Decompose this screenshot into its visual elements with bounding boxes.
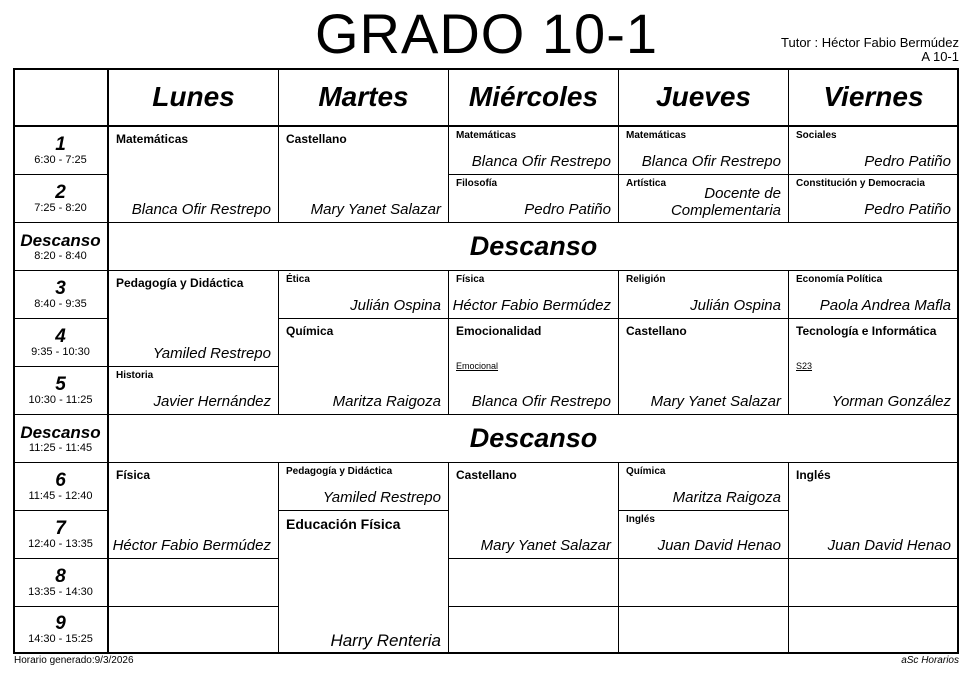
period-time: 11:45 - 12:40: [28, 489, 93, 502]
brand-label: aSc Horarios: [901, 655, 959, 666]
period-number: 2: [55, 181, 66, 203]
teacher-label: Yamiled Restrepo: [322, 489, 441, 506]
period-time: 14:30 - 15:25: [28, 633, 93, 645]
empty-cell: [788, 558, 959, 607]
teacher-label: Pedro Patiño: [524, 201, 611, 218]
class-cell[interactable]: [618, 270, 789, 319]
class-cell[interactable]: [278, 318, 449, 415]
class-cell[interactable]: [108, 366, 279, 415]
class-cell[interactable]: [788, 174, 959, 223]
class-cell[interactable]: [788, 318, 959, 415]
teacher-label: Blanca Ofir Restrepo: [471, 393, 611, 410]
period-number: 9: [55, 613, 66, 634]
subject-label: Religión: [626, 274, 666, 285]
subject-label: Artística: [626, 178, 667, 189]
teacher-label: Juan David Henao: [657, 537, 781, 554]
empty-cell: [788, 606, 959, 654]
period-6: [13, 462, 109, 511]
teacher-label: Julián Ospina: [350, 297, 441, 314]
class-cell[interactable]: [278, 126, 449, 223]
period-time: 12:40 - 13:35: [28, 537, 93, 550]
empty-cell: [618, 606, 789, 654]
class-cell[interactable]: [108, 126, 279, 223]
period-time: 10:30 - 11:25: [28, 393, 93, 406]
empty-cell: [448, 606, 619, 654]
teacher-label: Blanca Ofir Restrepo: [131, 201, 271, 218]
subject-label: Química: [286, 324, 334, 338]
break-label: Descanso: [20, 422, 101, 442]
teacher-label: Blanca Ofir Restrepo: [471, 153, 611, 170]
subject-label: Ética: [286, 274, 310, 285]
period-9: [13, 606, 109, 654]
subject-label: Matemáticas: [456, 130, 517, 141]
empty-cell: [618, 558, 789, 607]
generated-date: Horario generado:9/3/2026: [14, 655, 134, 666]
period-number: 3: [55, 277, 66, 299]
empty-cell: [448, 558, 619, 607]
class-cell[interactable]: [448, 318, 619, 415]
period-number: 1: [55, 133, 66, 155]
class-cell[interactable]: [618, 126, 789, 175]
subject-label: Inglés: [626, 514, 655, 525]
class-cell[interactable]: [618, 462, 789, 511]
period-number: 7: [55, 517, 66, 539]
day-header-miercoles: Miércoles: [448, 68, 619, 127]
break-bar-1: Descanso: [108, 222, 959, 271]
class-cell[interactable]: [448, 270, 619, 319]
period-time: 13:35 - 14:30: [28, 585, 93, 598]
subject-label: Matemáticas: [626, 130, 687, 141]
subject-label: Pedagogía y Didáctica: [116, 276, 244, 290]
tutor-info: [781, 36, 959, 64]
period-8: [13, 558, 109, 607]
teacher-line-2: Complementaria: [670, 202, 781, 219]
class-cell[interactable]: [788, 270, 959, 319]
break-1-label: [13, 222, 109, 271]
class-cell[interactable]: [618, 174, 789, 223]
teacher-label: Blanca Ofir Restrepo: [641, 153, 781, 170]
teacher-label: Héctor Fabio Bermúdez: [112, 537, 271, 554]
room-link[interactable]: S23: [796, 361, 813, 371]
empty-cell: [108, 558, 279, 607]
subject-label: Sociales: [796, 130, 837, 141]
day-header-lunes: Lunes: [108, 68, 279, 127]
teacher-label: Yamiled Restrepo: [152, 345, 271, 362]
teacher-label: Mary Yanet Salazar: [650, 393, 781, 410]
subject-label: Química: [626, 466, 666, 477]
room-code: A 10-1: [921, 49, 959, 64]
teacher-label: Mary Yanet Salazar: [310, 201, 441, 218]
period-7: [13, 510, 109, 559]
day-header-martes: Martes: [278, 68, 449, 127]
class-cell[interactable]: [278, 510, 449, 654]
day-header-viernes: Viernes: [788, 68, 959, 127]
class-cell[interactable]: [788, 126, 959, 175]
teacher-label: Pedro Patiño: [864, 201, 951, 218]
period-1: [13, 126, 109, 175]
subject-label: Física: [116, 468, 151, 482]
teacher-label: Julián Ospina: [690, 297, 781, 314]
subject-label: Educación Física: [286, 516, 401, 532]
corner-cell: [13, 68, 109, 127]
period-time: 6:30 - 7:25: [34, 153, 87, 166]
room-link[interactable]: Emocional: [456, 361, 499, 371]
period-2: [13, 174, 109, 223]
teacher-label: Héctor Fabio Bermúdez: [452, 297, 611, 314]
period-time: 11:25 - 11:45: [28, 441, 93, 454]
subject-label: Economía Política: [796, 274, 883, 285]
subject-label: Castellano: [456, 468, 517, 482]
period-time: 8:20 - 8:40: [34, 249, 87, 262]
class-cell[interactable]: [278, 270, 449, 319]
teacher-label: Juan David Henao: [827, 537, 951, 554]
subject-label: Inglés: [796, 468, 831, 482]
teacher-label: Mary Yanet Salazar: [480, 537, 611, 554]
class-cell[interactable]: [448, 462, 619, 559]
period-3: [13, 270, 109, 319]
teacher-label: Maritza Raigoza: [332, 393, 441, 410]
period-time: 7:25 - 8:20: [34, 201, 87, 214]
subject-label: Emocionalidad: [456, 324, 542, 338]
teacher-label: Paola Andrea Mafla: [819, 297, 951, 314]
teacher-label: Pedro Patiño: [864, 153, 951, 170]
subject-label: Matemáticas: [116, 132, 189, 146]
class-cell[interactable]: [108, 270, 279, 367]
period-number: 8: [55, 565, 66, 587]
period-number: 6: [55, 469, 66, 491]
period-number: 4: [55, 325, 66, 347]
subject-label: Pedagogía y Didáctica: [286, 466, 393, 477]
subject-label: Historia: [116, 370, 154, 381]
subject-label: Física: [456, 274, 485, 285]
page-title: GRADO 10-1: [315, 2, 658, 65]
subject-label: Constitución y Democracia: [796, 178, 925, 189]
teacher-line-1: Docente de: [704, 185, 781, 202]
class-cell[interactable]: [618, 510, 789, 559]
day-header-jueves: Jueves: [618, 68, 789, 127]
class-cell[interactable]: [278, 462, 449, 511]
break-2-label: [13, 414, 109, 463]
empty-cell: [108, 606, 279, 654]
teacher-label: [671, 185, 781, 219]
break-label: Descanso: [20, 230, 101, 250]
break-bar-2: Descanso: [108, 414, 959, 463]
tutor-name: Tutor : Héctor Fabio Bermúdez: [781, 35, 959, 50]
teacher-label: Javier Hernández: [153, 393, 271, 410]
class-cell[interactable]: [618, 318, 789, 415]
subject-label: Tecnología e Informática: [796, 324, 937, 338]
period-number: 5: [55, 373, 66, 395]
class-cell[interactable]: [108, 462, 279, 559]
class-cell[interactable]: [788, 462, 959, 559]
class-cell[interactable]: [448, 174, 619, 223]
period-4: [13, 318, 109, 367]
class-cell[interactable]: [448, 126, 619, 175]
teacher-label: Yorman González: [831, 393, 951, 410]
subject-label: Castellano: [626, 324, 687, 338]
period-time: 9:35 - 10:30: [31, 345, 90, 358]
subject-label: Filosofía: [456, 178, 498, 189]
teacher-label: Maritza Raigoza: [672, 489, 781, 506]
teacher-label: Harry Renteria: [330, 631, 441, 650]
subject-label: Castellano: [286, 132, 347, 146]
period-5: [13, 366, 109, 415]
period-time: 8:40 - 9:35: [34, 297, 87, 310]
